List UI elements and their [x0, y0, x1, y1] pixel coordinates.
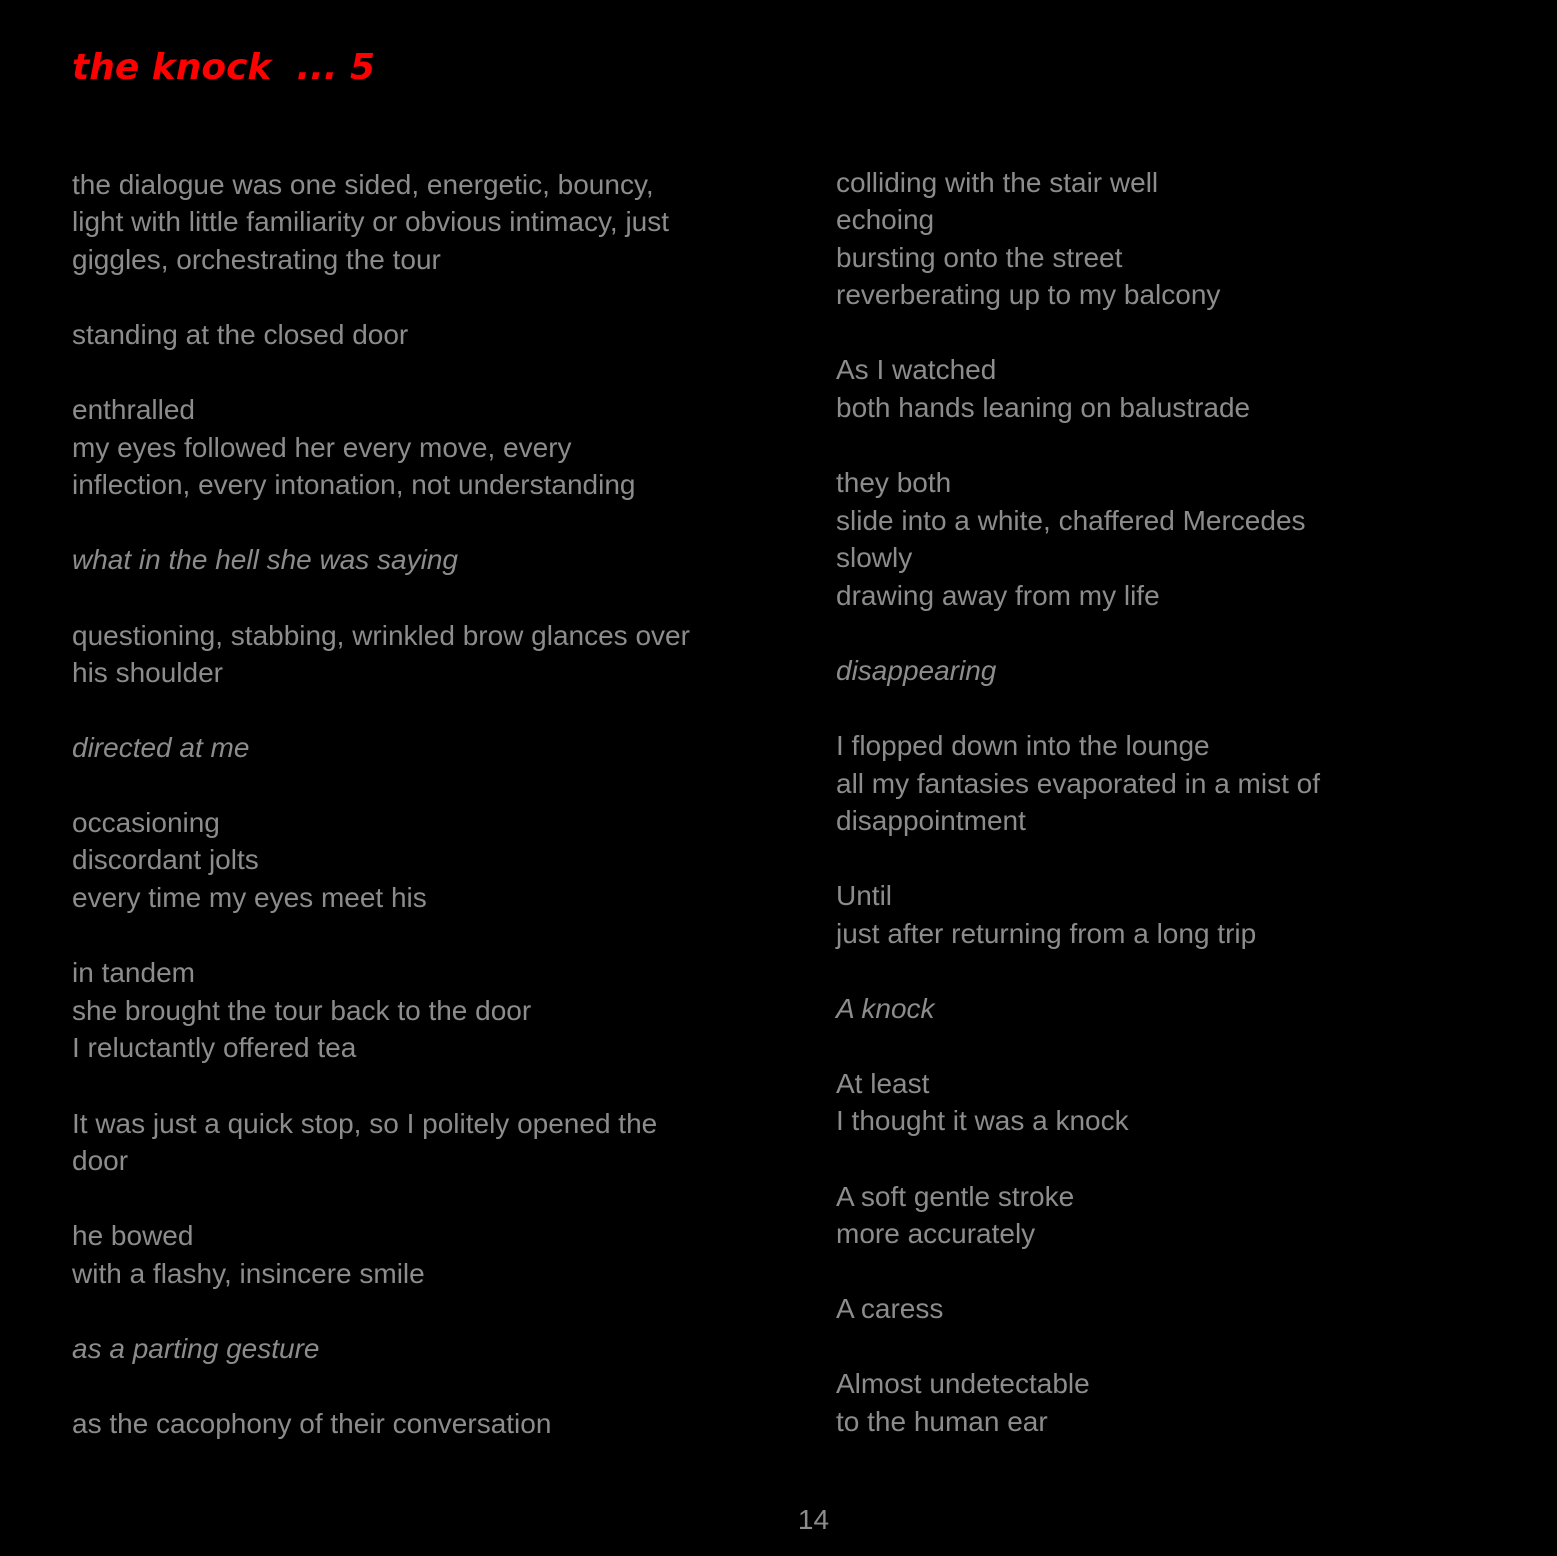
- poem-line: I reluctantly offered tea: [72, 1032, 357, 1063]
- poem-line: slowly: [836, 542, 913, 573]
- poem-line: I thought it was a knock: [836, 1105, 1129, 1136]
- poem-line: echoing: [836, 204, 935, 235]
- poem-line: A knock: [836, 993, 935, 1024]
- poem-line: he bowed: [72, 1220, 194, 1251]
- poem-line: as the cacophony of their conversation: [72, 1408, 552, 1439]
- poem-line: A soft gentle stroke: [836, 1181, 1075, 1212]
- poem-line: enthralled: [72, 394, 195, 425]
- poem-line: questioning, stabbing, wrinkled brow glances over: [72, 620, 690, 651]
- poem-line: more accurately: [836, 1218, 1036, 1249]
- poem-line: my eyes followed her every move, every: [72, 432, 572, 463]
- poem-line: door: [72, 1145, 129, 1176]
- poem-line: As I watched: [836, 354, 997, 385]
- poem-line: bursting onto the street: [836, 242, 1123, 273]
- poem-line: colliding with the stair well: [836, 167, 1159, 198]
- poem-line: his shoulder: [72, 657, 223, 688]
- poem-line: Until: [836, 880, 893, 911]
- poem-line: both hands leaning on balustrade: [836, 392, 1251, 423]
- poem-line: all my fantasies evaporated in a mist of: [836, 768, 1321, 799]
- poem-line: she brought the tour back to the door: [72, 995, 532, 1026]
- poem-line: standing at the closed door: [72, 319, 409, 350]
- poem-line: what in the hell she was saying: [72, 544, 458, 575]
- poem-line: as a parting gesture: [72, 1333, 320, 1364]
- poem-line: I flopped down into the lounge: [836, 730, 1210, 761]
- poem-line: reverberating up to my balcony: [836, 279, 1221, 310]
- poem-line: with a flashy, insincere smile: [72, 1258, 425, 1289]
- poem-line: they both: [836, 467, 952, 498]
- page-title: the knock ... 5: [72, 47, 376, 88]
- poem-line: just after returning from a long trip: [836, 918, 1257, 949]
- poem-line: At least: [836, 1068, 930, 1099]
- poem-line: discordant jolts: [72, 844, 259, 875]
- poem-line: drawing away from my life: [836, 580, 1160, 611]
- poem-line: disappointment: [836, 805, 1026, 836]
- poem-line: Almost undetectable: [836, 1368, 1090, 1399]
- page-number: 14: [797, 1504, 830, 1535]
- poem-line: occasioning: [72, 807, 220, 838]
- poem-line: giggles, orchestrating the tour: [72, 244, 441, 275]
- poem-line: It was just a quick stop, so I politely opened the: [72, 1108, 658, 1139]
- poem-line: the dialogue was one sided, energetic, bouncy,: [72, 169, 654, 200]
- poem-line: disappearing: [836, 655, 997, 686]
- poem-line: directed at me: [72, 732, 250, 763]
- poem-line: slide into a white, chaffered Mercedes: [836, 505, 1306, 536]
- poem-line: to the human ear: [836, 1406, 1048, 1437]
- poem-line: inflection, every intonation, not understanding: [72, 469, 636, 500]
- poem-line: A caress: [836, 1293, 944, 1324]
- poem-line: light with little familiarity or obvious intimacy, just: [72, 206, 670, 237]
- poem-line: every time my eyes meet his: [72, 882, 427, 913]
- poem-line: in tandem: [72, 957, 195, 988]
